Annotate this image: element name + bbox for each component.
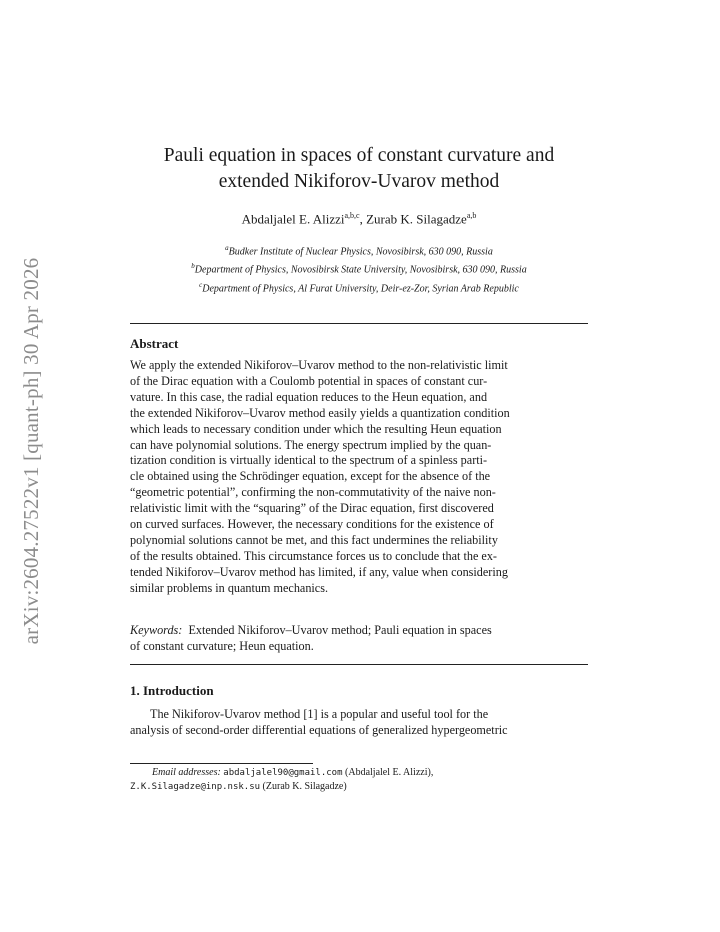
email-link[interactable]: abdaljalel90@gmail.com xyxy=(223,768,343,778)
abstract-line: of the results obtained. This circumstance forces us to conclude that the ex- xyxy=(130,548,497,563)
author-separator: , xyxy=(359,211,367,227)
affiliation-mark: b xyxy=(191,262,195,271)
email-link[interactable]: Z.K.Silagadze@inp.nsk.su xyxy=(130,782,261,792)
abstract-line: tended Nikiforov–Uvarov method has limited, if any, value when considering xyxy=(130,564,508,579)
affiliation-text: Department of Physics, Al Furat University, Deir-ez-Zor, Syrian Arab Republic xyxy=(202,282,519,294)
footnote-rule xyxy=(130,763,313,764)
affiliation xyxy=(120,259,598,277)
author-affil-mark: a,b,c xyxy=(344,211,360,220)
abstract-line: can have polynomial solutions. The energy spectrum implied by the quan- xyxy=(130,437,492,452)
section-heading: 1. Introduction xyxy=(130,683,214,698)
abstract-line: relativistic limit with the “squaring” of the Dirac equation, first discovered xyxy=(130,501,494,516)
footnote xyxy=(130,766,433,794)
author-name: Zurab K. Silagadze xyxy=(366,211,467,227)
keywords-line-2: of constant curvature; Heun equation. xyxy=(130,639,314,653)
keywords xyxy=(130,622,588,654)
keywords-label: Keywords: xyxy=(130,623,183,637)
affiliation-text: Department of Physics, Novosibirsk State University, Novosibirsk, 630 090, Russia xyxy=(194,264,527,276)
affiliation-list xyxy=(120,241,598,296)
abstract-line: tization condition is virtually identical to the spectrum of a spinless parti- xyxy=(130,453,488,468)
introduction-text xyxy=(130,706,588,738)
abstract-line: similar problems in quantum mechanics. xyxy=(130,580,329,595)
abstract-line: which leads to necessary condition under which the resulting Heun equation xyxy=(130,421,502,436)
abstract-line: the extended Nikiforov–Uvarov method easily yields a quantization condition xyxy=(130,405,510,420)
intro-line-1: The Nikiforov-Uvarov method [1] is a popular and useful tool for the xyxy=(150,707,489,721)
author-list xyxy=(130,211,588,227)
affiliation-text: Budker Institute of Nuclear Physics, Novosibirsk, 630 090, Russia xyxy=(228,246,493,258)
abstract-line: cle obtained using the Schrödinger equation, except for the absence of the xyxy=(130,469,491,484)
abstract-line: vature. In this case, the radial equation reduces to the Heun equation, and xyxy=(130,389,488,404)
affiliation-mark: c xyxy=(199,280,203,289)
title-line-1: Pauli equation in spaces of constant curvature and xyxy=(163,145,555,166)
affiliation xyxy=(120,241,598,259)
email-owner: (Zurab K. Silagadze) xyxy=(260,781,347,792)
footnote-label: Email addresses: xyxy=(152,767,221,778)
abstract-line: of the Dirac equation with a Coulomb potential in spaces of constant cur- xyxy=(130,373,488,388)
affiliation xyxy=(120,278,598,296)
paper-title xyxy=(130,143,588,195)
abstract-body xyxy=(130,358,588,597)
abstract-line: “geometric potential”, confirming the non-commutativity of the naive non- xyxy=(130,485,496,500)
email-owner: (Abdaljalel E. Alizzi), xyxy=(342,767,434,778)
intro-line-2: analysis of second-order differential equations of generalized hypergeometric xyxy=(130,723,508,737)
author-affil-mark: a,b xyxy=(466,211,477,220)
abstract-line: polynomial solutions cannot be met, and this fact undermines the reliability xyxy=(130,532,498,547)
abstract-bottom-rule xyxy=(130,664,588,665)
abstract-line: on curved surfaces. However, the necessary conditions for the existence of xyxy=(130,517,494,532)
keywords-line-1: Extended Nikiforov–Uvarov method; Pauli equation in spaces xyxy=(188,623,492,637)
abstract-line: We apply the extended Nikiforov–Uvarov method to the non-relativistic limit xyxy=(130,358,508,372)
affiliation-mark: a xyxy=(225,244,229,252)
abstract-heading: Abstract xyxy=(130,336,179,351)
abstract-top-rule xyxy=(130,323,588,324)
title-line-2: extended Nikiforov-Uvarov method xyxy=(218,171,500,192)
arxiv-identifier: arXiv:2604.27522v1 [quant-ph] 30 Apr 2026 xyxy=(19,257,43,645)
author-name: Abdaljalel E. Alizzi xyxy=(241,211,345,227)
